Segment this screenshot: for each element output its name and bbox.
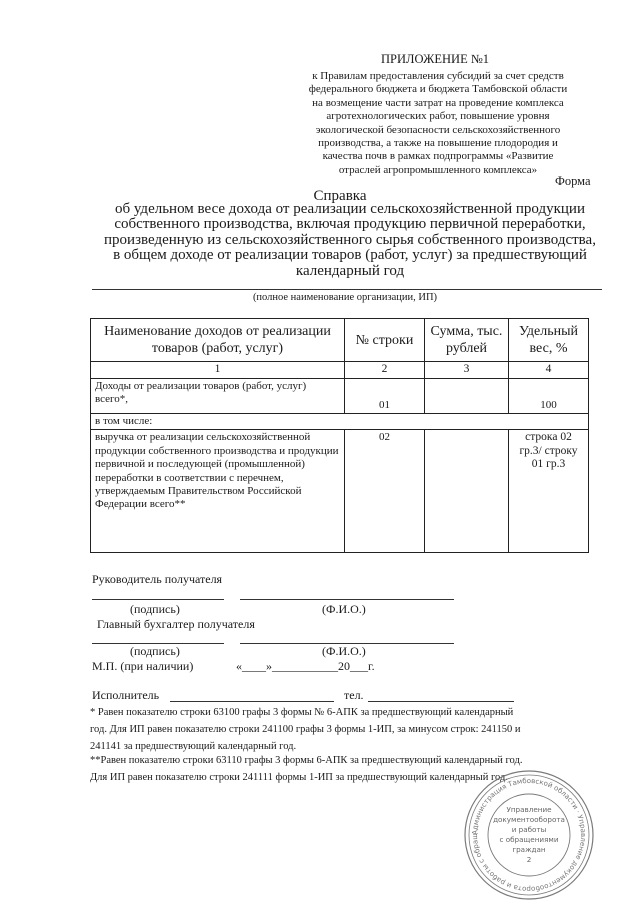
subtitle-line: календарный год xyxy=(295,262,405,279)
appendix-title: ПРИЛОЖЕНИЕ №1 xyxy=(380,52,490,66)
appendix-line: производства, а также на повышение плодородия и xyxy=(318,137,558,150)
org-name-caption: (полное наименование организации, ИП) xyxy=(252,292,438,303)
head-signature-line[interactable] xyxy=(92,599,224,600)
doc-subtitle xyxy=(90,202,610,279)
header-income-name: Наименование доходов от реализации товаров (работ, услуг) xyxy=(91,319,345,362)
header-share: Удельный вес, % xyxy=(509,319,589,362)
stamp-center-line: с обращениями xyxy=(499,835,559,844)
accountant-sign-caption: (подпись) xyxy=(130,644,180,658)
row2-share: строка 02 гр.3/ строку 01 гр.3 xyxy=(509,430,589,553)
table-row xyxy=(91,379,589,414)
column-number: 1 xyxy=(91,362,345,379)
footnote-line: Для ИП равен показателю строки 241111 формы 1-ИП за предшествующий календарный год. xyxy=(90,772,508,783)
form-label: Форма xyxy=(555,174,591,188)
footnote-line: * Равен показателю строки 63100 графы 3 формы № 6-АПК за предшествующий календарный xyxy=(90,707,514,718)
stamp-center-line: документооборота xyxy=(493,815,565,824)
head-fio-line[interactable] xyxy=(240,599,454,600)
table-row xyxy=(91,430,589,553)
appendix-text xyxy=(268,70,608,177)
head-fio-caption: (Ф.И.О.) xyxy=(322,602,366,616)
appendix-line: отраслей агропромышленного комплекса» xyxy=(338,163,538,176)
stamp-center-line: и работы xyxy=(511,825,547,834)
row1-sum-cell[interactable] xyxy=(425,379,509,414)
appendix-line: к Правилам предоставления субсидий за счет средств xyxy=(312,70,564,82)
row2-name: выручка от реализации сельскохозяйственной продукции собственного производства и продукции первичной и последующей (промышленной) переработки в соответствии с перечнем, утверждаемым Правительством Российской Федерации всего** xyxy=(91,430,345,553)
stamp-center-line: 2 xyxy=(526,855,532,864)
appendix-line: на возмещение части затрат на проведение комплекса xyxy=(312,96,564,109)
tel-line[interactable] xyxy=(368,701,514,702)
column-number-row xyxy=(91,362,589,379)
accountant-label: Главный бухгалтер получателя xyxy=(97,617,255,631)
accountant-fio-caption: (Ф.И.О.) xyxy=(322,644,366,658)
row1-number: 01 xyxy=(345,379,425,414)
subtitle-line: собственного производства, включая продукцию первичной переработки, xyxy=(114,216,586,233)
table-header-row xyxy=(91,319,589,362)
date-field[interactable]: «____»___________20___г. xyxy=(236,659,375,673)
appendix-line: экологической безопасности сельскохозяйственного xyxy=(315,123,561,136)
row2-number: 02 xyxy=(345,430,425,553)
stamp-ring-text: Администрация Тамбовской области · Управление документооборота и работы с обращ xyxy=(470,776,588,894)
stamp-center-line: Управление xyxy=(506,805,552,814)
row1-share: 100 xyxy=(509,379,589,414)
footnote-line: **Равен показателю строки 63110 графы 3 формы 6-АПК за предшествующий календарный год. xyxy=(90,755,523,766)
subtitle-line: произведенную из сельскохозяйственного сырья собственного производства, xyxy=(104,231,596,248)
head-sign-caption: (подпись) xyxy=(130,602,180,616)
footnote-line: год. Для ИП равен показателю строки 241100 графы 3 формы 1-ИП, за минусом строк: 241150 и xyxy=(90,724,521,735)
appendix-line: федерального бюджета и бюджета Тамбовской области xyxy=(308,83,568,96)
official-stamp xyxy=(462,768,596,902)
subtitle-line: в общем доходе от реализации товаров (работ, услуг) за предшествующий xyxy=(113,247,587,264)
doc-title: Справка xyxy=(313,188,367,204)
column-number: 2 xyxy=(345,362,425,379)
head-label: Руководитель получателя xyxy=(92,572,223,586)
appendix-line: качества почв в рамках подпрограммы «Развитие xyxy=(322,150,554,163)
executor-name-line[interactable] xyxy=(170,701,334,702)
org-name-line[interactable] xyxy=(92,289,602,290)
subtitle-line: об удельном весе дохода от реализации сельскохозяйственной продукции xyxy=(115,201,585,217)
row-including: в том числе: xyxy=(91,414,589,430)
income-table xyxy=(90,318,589,553)
tel-label: тел. xyxy=(344,688,364,702)
header-sum: Сумма, тыс. рублей xyxy=(425,319,509,362)
footnote-line: 241141 за предшествующий календарный год. xyxy=(90,741,297,752)
appendix-line: агротехнологических работ, повышение уровня xyxy=(326,110,550,123)
header-row-number: № строки xyxy=(345,319,425,362)
executor-label: Исполнитель xyxy=(92,688,160,702)
table-row xyxy=(91,414,589,430)
footnote-1 xyxy=(90,704,600,755)
row1-name: Доходы от реализации товаров (работ, услуг) всего*, xyxy=(91,379,345,414)
stamp-center-line: граждан xyxy=(512,845,546,854)
column-number: 3 xyxy=(425,362,509,379)
row2-sum-cell[interactable] xyxy=(425,430,509,553)
stamp-seal-icon xyxy=(462,768,596,902)
column-number: 4 xyxy=(509,362,589,379)
stamp-place-label: М.П. (при наличии) xyxy=(92,659,194,673)
